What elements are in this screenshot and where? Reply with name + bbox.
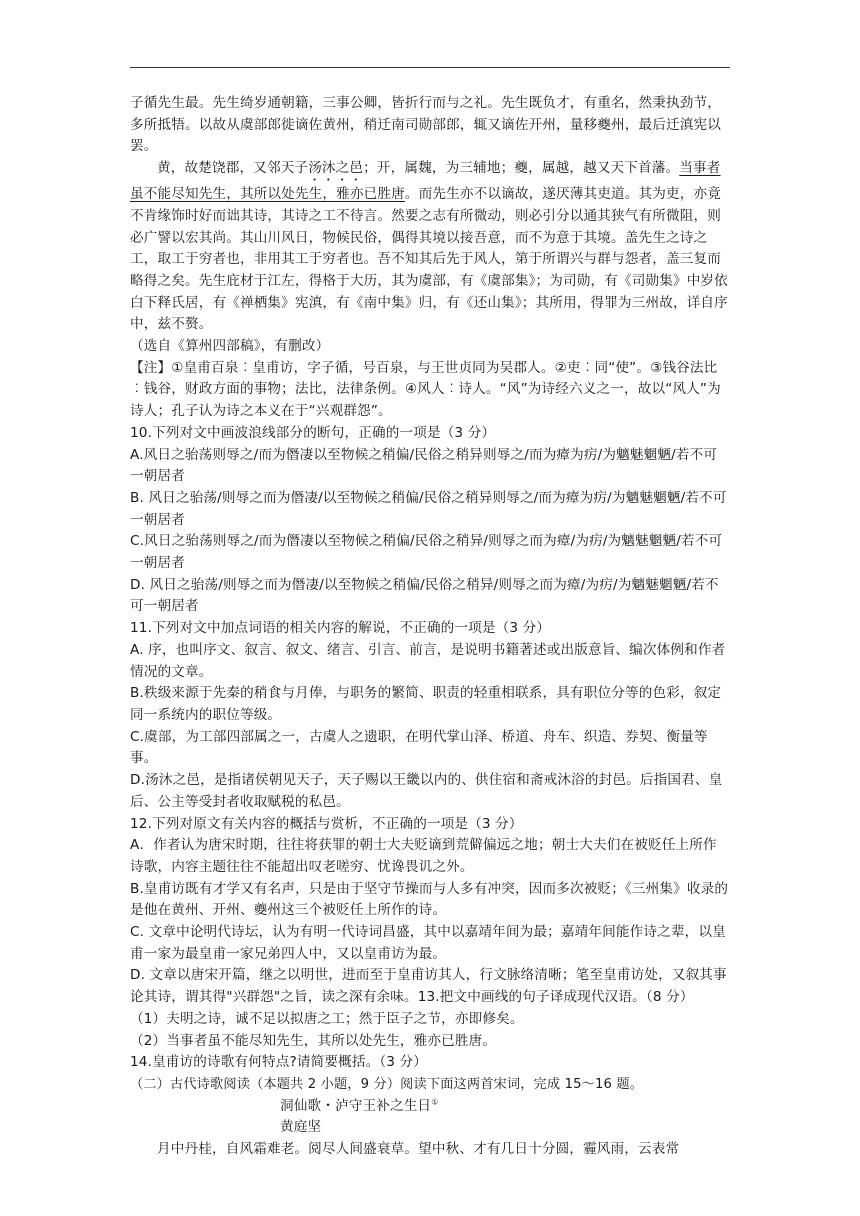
passage-paragraph-1: 子循先生最。先生绮岁通朝籍，三事公卿，皆折行而与之礼。先生既负才，有重名，然秉执劲节，多所抵牾。以故从虞部郎徙谪佐黄州，稍迁南司勋部郎，辄又谪佐开州，量移夔州，最后迁滇宪以罢。 (130, 95, 721, 155)
passage-text: ；开，属魏，为三辅地；夔，属越，越又天下首藩。 (363, 160, 680, 177)
question-12-option-b: B.皇甫访既有才学又有名声，只是由于坚守节操而与人多有冲突，因而多次被贬；《三州集》收录的是他在黄州、开州、夔州这三个被贬任上所作的诗。 (130, 880, 729, 919)
poem-title-text: 洞仙歌・泸守王补之生日 (280, 1097, 432, 1114)
passage-text: 黄，故楚饶郡，又邻天子 (157, 160, 309, 177)
question-10-option-a: A.风日之骀荡则辱之/而为僭凄以至物候之稍偏/民俗之稍异则辱之/而为瘴为疠/为魑魅魍魉/若不可一朝居者 (130, 446, 718, 485)
question-10-option-b: B. 风日之骀荡/则辱之而为僭凄/以至物候之稍偏/民俗之稍异则辱之/而为瘴为疠/为魑魅魍魉/若不可一朝居者 (130, 489, 727, 528)
question-10-option-c: C.风日之骀荡则辱之/而为僭凄以至物候之稍偏/民俗之稍异/则辱之而为瘴/为疠/为魑魅魍魉/若不可一朝居者 (130, 533, 723, 572)
question-11-option-c: C.虞部，为工部四部属之一，古虞人之遗职，在明代掌山泽、桥道、舟车、织造、券契、衡量等事。 (130, 728, 708, 767)
dotted-term-tangmu: 汤沐之邑 (308, 160, 364, 177)
source-citation: （选自《算州四部稿》，有删改） (130, 338, 330, 355)
poem-line: 月中丹桂，自风霜难老。阅尽人间盛衰草。望中秋、才有几日十分圆，霾风雨，云表常 (157, 1141, 680, 1158)
question-11-option-d: D.汤沐之邑，是指诸侯朝见天子，天子赐以王畿以内的、供住宿和斋戒沐浴的封邑。后指国君、皇后、公主等受封者收取赋税的私邑。 (130, 772, 723, 810)
question-12-option-a: A．作者认为唐宋时期，往往将获罪的朝士大夫贬谪到荒僻偏远之地；朝士大夫们在被贬任上所作诗歌，内容主题往往不能超出叹老嗟穷、忧谗畏讥之外。 (130, 837, 717, 875)
question-13-stem: 13.把文中画线的句子译成现代汉语。（8 分） (417, 989, 694, 1006)
question-12-option-d (130, 965, 730, 1008)
question-12-stem: 12.下列对原文有关内容的概括与赏析，不正确的一项是（3 分） (130, 815, 523, 832)
question-10-stem: 10.下列对文中画波浪线部分的断句，正确的一项是（3 分） (130, 424, 496, 441)
question-11-option-b: B.秩级来源于先秦的稍食与月俸，与职务的繁简、职责的轻重相联系，具有职位分等的色彩，叙定同一系统内的职位等级。 (130, 685, 722, 723)
question-11-stem: 11.下列对文中加点词语的相关内容的解说，不正确的一项是（3 分） (130, 620, 551, 637)
question-13-sentence-1: （1）夫明之诗，诚不足以拟唐之工；然于臣子之节，亦即修矣。 (130, 1010, 524, 1027)
poem-note-mark: ① (431, 1097, 439, 1107)
poem-author: 黄庭坚 (280, 1119, 322, 1136)
question-12-option-d-text: D. 文章以唐宋开篇，继之以明世，进而至于皇甫访其人，行文脉络清晰；笔至皇甫访处，又叙其事论其诗，谓其得"兴群怨"之旨，读之深有余味。 (130, 967, 727, 1006)
question-13-sentence-2: （2）当事者虽不能尽知先生，其所以处先生，雅亦已胜唐。 (130, 1032, 497, 1049)
question-10-option-d: D. 风日之骀荡/则辱之而为僭凄/以至物候之稍偏/民俗之稍异/则辱之而为瘴/为疠/为魑魅魍魉/若不可一朝居者 (130, 576, 719, 615)
underlined-sentence: 当事者虽不能尽知先生，其所以处先生，雅亦已胜唐 (130, 160, 721, 203)
question-12-option-c: C. 文章中论明代诗坛，认为有明一代诗词昌盛，其中以嘉靖年间为最；嘉靖年间能作诗之辈，以皇甫一家为最皇甫一家兄弟四人中，又以皇甫访为最。 (130, 924, 726, 962)
section-2-header: （二）古代诗歌阅读（本题共 2 小题，9 分）阅读下面这两首宋词，完成 15～16 题。 (130, 1076, 644, 1092)
document-body (130, 93, 730, 1161)
annotation-note: 【注】①皇甫百泉︰皇甫访，字子循，号百泉，与王世贞同为吴郡人。②吏︰同“使”。③钱谷法比︰钱谷，财政方面的事物；法比，法律条例。④风人︰诗人。“风”为诗经六义之一，故以“风人”为诗人；孔子认为诗之本义在于“兴观群怨”。 (130, 359, 721, 420)
header-rule (130, 67, 730, 68)
poem-title (130, 1096, 730, 1118)
question-11-option-a: A. 序，也叫序文、叙言、叙文、绪言、引言、前言，是说明书籍著述或出版意旨、编次体例和作者情况的文章。 (130, 641, 726, 680)
passage-paragraph-2 (130, 158, 730, 336)
passage-text: 。而先生亦不以谪故，遂厌薄其吏道。其为吏，亦竟不肯缘饰时好而诎其诗，其诗之工不待言。然要之志有所微动，则必引分以通其狭气有所微阻，则必广譬以宏其尚。其山川风日，物候民俗，偶得其境以接吾意，而不为意于其境。盖先生之诗之工，取工于穷者也，非用其工于穷者也。吾不知其后先于风人，第于所谓兴与群与怨者，盖三复而略得之矣。先生庇材于江左，得格于大历，其为虞部，有《虞部集》；为司勋，有《司勋集》中岁依白下释氏居，有《禅栖集》宪滇，有《南中集》归，有《还山集》；其所用，得罪为三州故，详自序中，兹不赘。 (130, 186, 728, 333)
question-14-stem: 14.皇甫访的诗歌有何特点?请简要概括。（3 分） (130, 1054, 428, 1071)
